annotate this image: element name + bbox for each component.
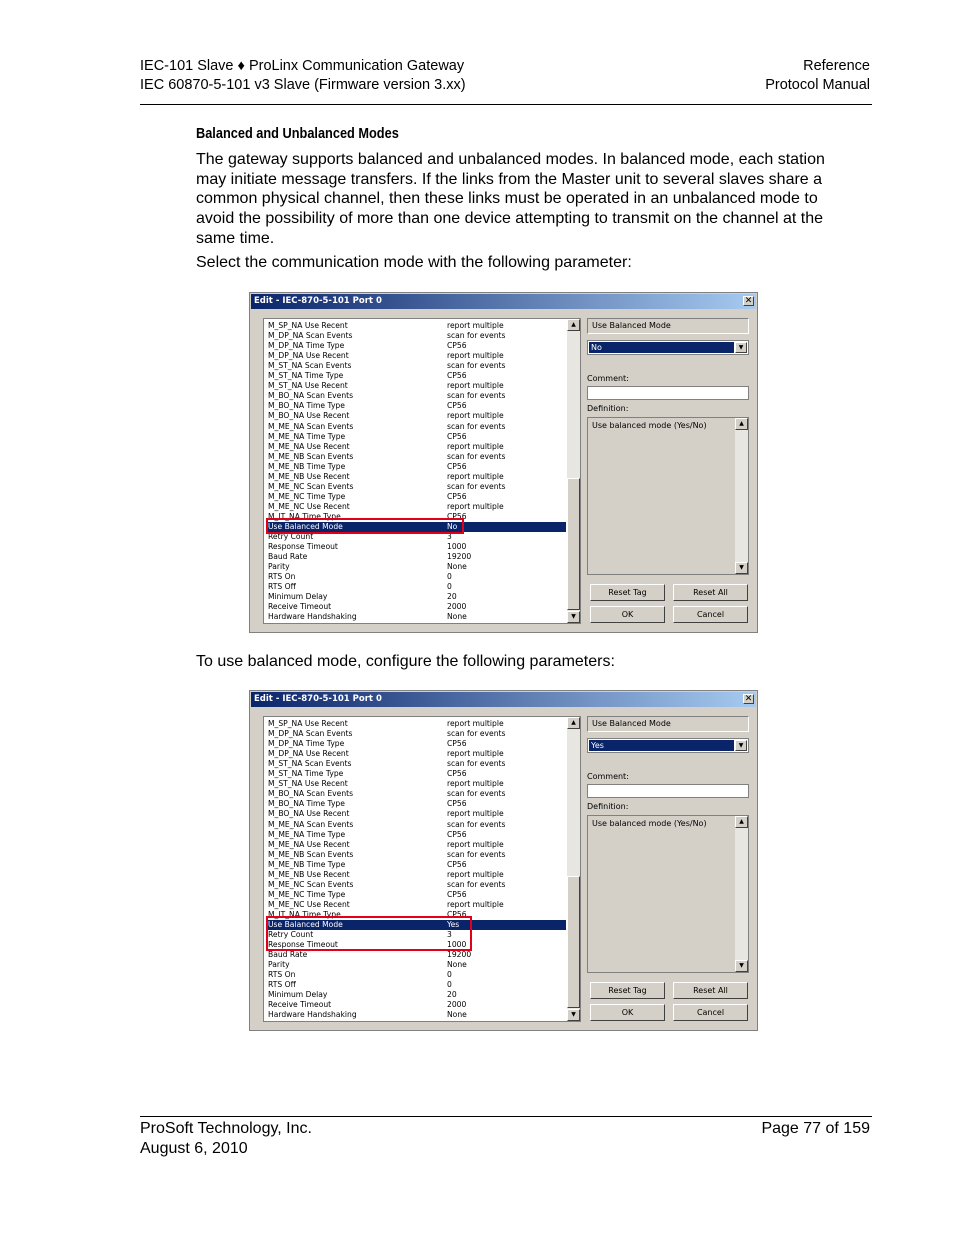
dialog-title-bar (251, 692, 756, 707)
table-row[interactable] (266, 799, 566, 809)
parameter-name: M_IT_NA Time Type (268, 909, 341, 919)
table-row[interactable] (266, 462, 566, 472)
parameter-name: M_BO_NA Scan Events (268, 391, 354, 401)
table-row[interactable] (266, 1000, 566, 1010)
table-row[interactable] (266, 422, 566, 432)
parameter-value: report multiple (447, 839, 504, 849)
table-row[interactable] (266, 602, 566, 612)
scroll-down-icon[interactable]: ▼ (567, 611, 580, 623)
table-row[interactable] (266, 341, 566, 351)
table-row[interactable] (266, 820, 566, 830)
parameter-name: Minimum Delay (268, 592, 328, 602)
parameter-value: report multiple (447, 471, 504, 481)
parameter-value: None (447, 960, 467, 970)
parameter-value: CP56 (447, 491, 467, 501)
list-scrollbar[interactable] (567, 319, 580, 623)
table-row[interactable] (266, 729, 566, 739)
table-row[interactable] (266, 452, 566, 462)
table-row[interactable] (266, 990, 566, 1000)
scroll-down-icon[interactable]: ▼ (735, 960, 748, 972)
parameter-name: M_ME_NC Scan Events (268, 879, 354, 889)
table-row[interactable] (266, 562, 566, 572)
table-row[interactable] (266, 351, 566, 361)
parameter-name: Baud Rate (268, 950, 308, 960)
parameter-value: scan for events (447, 879, 506, 889)
parameter-value: CP56 (447, 371, 467, 381)
parameter-name: Use Balanced Mode (268, 920, 343, 929)
parameter-name: Receive Timeout (268, 1000, 332, 1010)
parameter-name: M_DP_NA Scan Events (268, 729, 353, 739)
parameter-name: RTS Off (268, 980, 296, 990)
parameter-name: M_ME_NA Time Type (268, 431, 346, 441)
comment-label: Comment: (587, 772, 629, 781)
table-row[interactable] (266, 411, 566, 421)
parameter-name: Minimum Delay (268, 990, 328, 1000)
parameter-value: 0 (447, 970, 452, 980)
parameter-name: Parity (268, 960, 290, 970)
dropdown-selected-value: No (589, 342, 734, 353)
table-row[interactable] (266, 890, 566, 900)
header-divider (140, 104, 872, 105)
running-header-left (140, 57, 466, 95)
parameter-name: M_ME_NB Time Type (268, 859, 346, 869)
parameter-name: Use Balanced Mode (268, 522, 343, 531)
parameter-name: M_BO_NA Time Type (268, 799, 345, 809)
definition-label: Definition: (587, 404, 629, 413)
header-reference: Reference (803, 58, 870, 74)
table-row[interactable] (266, 779, 566, 789)
table-row[interactable] (266, 980, 566, 990)
parameter-name: M_ST_NA Time Type (268, 371, 344, 381)
parameter-name: M_BO_NA Use Recent (268, 411, 350, 421)
table-row[interactable] (266, 880, 566, 890)
table-row[interactable] (266, 482, 566, 492)
parameter-name: M_ME_NB Use Recent (268, 471, 350, 481)
parameter-name: M_IT_NA Time Type (268, 511, 341, 521)
scroll-down-icon[interactable]: ▼ (567, 1009, 580, 1021)
table-row[interactable] (266, 769, 566, 779)
parameter-value: scan for events (447, 481, 506, 491)
edit-dialog-unbalanced (249, 292, 758, 633)
table-row[interactable] (266, 840, 566, 850)
header-protocol-line: IEC 60870-5-101 v3 Slave (Firmware version 3.xx) (140, 77, 466, 93)
table-row[interactable] (266, 749, 566, 759)
parameter-value: scan for events (447, 729, 506, 739)
table-row[interactable] (266, 870, 566, 880)
parameter-value: scan for events (447, 759, 506, 769)
scroll-down-icon[interactable]: ▼ (735, 562, 748, 574)
parameter-value: 20 (447, 592, 457, 602)
parameter-name: M_ME_NC Scan Events (268, 481, 354, 491)
footer-company: ProSoft Technology, Inc. (140, 1120, 312, 1137)
edit-dialog-balanced (249, 690, 758, 1031)
parameter-value: 3 (447, 930, 452, 940)
parameter-value: CP56 (447, 511, 467, 521)
parameter-name: Hardware Handshaking (268, 612, 357, 622)
table-row[interactable] (266, 809, 566, 819)
table-row[interactable] (266, 719, 566, 729)
table-row[interactable] (266, 739, 566, 749)
parameter-value: 0 (447, 572, 452, 582)
table-row[interactable] (266, 472, 566, 482)
parameter-value: CP56 (447, 909, 467, 919)
parameter-name: M_ST_NA Scan Events (268, 361, 352, 371)
definition-scrollbar[interactable] (735, 418, 748, 574)
definition-label: Definition: (587, 802, 629, 811)
parameter-value: 19200 (447, 552, 472, 562)
ok-button[interactable]: OK (590, 1004, 665, 1021)
value-dropdown[interactable] (587, 340, 749, 355)
parameter-name: M_ME_NA Use Recent (268, 441, 350, 451)
parameter-name: Response Timeout (268, 940, 338, 950)
comment-input[interactable] (587, 386, 749, 400)
table-row[interactable] (266, 361, 566, 371)
parameter-name: M_ST_NA Use Recent (268, 779, 348, 789)
chevron-down-icon[interactable]: ▼ (735, 342, 747, 353)
parameter-value: scan for events (447, 391, 506, 401)
parameter-value: Yes (447, 920, 460, 929)
chevron-down-icon[interactable]: ▼ (735, 740, 747, 751)
scroll-thumb[interactable] (567, 876, 580, 1008)
parameter-name: M_ST_NA Time Type (268, 769, 344, 779)
table-row[interactable] (266, 830, 566, 840)
definition-box (587, 815, 749, 973)
parameter-value: scan for events (447, 849, 506, 859)
parameter-name: M_SP_NA Use Recent (268, 719, 348, 728)
parameter-list[interactable] (263, 318, 581, 624)
parameter-name: M_DP_NA Use Recent (268, 749, 349, 759)
parameter-value: No (447, 522, 458, 531)
dialog-title: Edit - IEC-870-5-101 Port 0 (254, 694, 382, 704)
list-scrollbar[interactable] (567, 717, 580, 1021)
parameter-value: CP56 (447, 829, 467, 839)
parameter-value: report multiple (447, 779, 504, 789)
parameter-value: CP56 (447, 461, 467, 471)
ok-button[interactable]: OK (590, 606, 665, 623)
parameter-value: None (447, 612, 467, 622)
table-row[interactable] (266, 321, 566, 331)
scroll-thumb[interactable] (567, 478, 580, 610)
parameter-value: 3 (447, 532, 452, 542)
parameter-value: 2000 (447, 1000, 467, 1010)
parameter-value: CP56 (447, 889, 467, 899)
selected-parameter-name: Use Balanced Mode (587, 318, 749, 334)
definition-text: Use balanced mode (Yes/No) (592, 421, 707, 430)
table-row[interactable] (266, 860, 566, 870)
parameter-name: M_ME_NB Time Type (268, 461, 346, 471)
header-product-line: IEC-101 Slave ♦ ProLinx Communication Gateway (140, 58, 465, 74)
parameter-list[interactable] (263, 716, 581, 1022)
scroll-up-icon[interactable]: ▲ (567, 319, 580, 331)
table-row[interactable] (266, 401, 566, 411)
parameter-value: 0 (447, 582, 452, 592)
parameter-name: M_DP_NA Time Type (268, 341, 345, 351)
reset-all-button[interactable]: Reset All (673, 584, 748, 601)
table-row[interactable] (266, 789, 566, 799)
parameter-name: M_ME_NA Scan Events (268, 421, 354, 431)
parameter-name: M_ME_NC Time Type (268, 889, 346, 899)
dropdown-selected-value: Yes (589, 740, 734, 751)
parameter-value: scan for events (447, 421, 506, 431)
dialog-title: Edit - IEC-870-5-101 Port 0 (254, 296, 382, 306)
highlight-box (266, 518, 464, 534)
value-dropdown[interactable] (587, 738, 749, 753)
parameter-name: M_DP_NA Time Type (268, 739, 345, 749)
parameter-value: report multiple (447, 809, 504, 819)
table-row[interactable] (266, 970, 566, 980)
parameter-name: M_ME_NC Use Recent (268, 501, 350, 511)
scroll-up-icon[interactable]: ▲ (735, 418, 748, 430)
close-icon[interactable]: ✕ (744, 694, 753, 704)
parameter-value: report multiple (447, 321, 504, 330)
parameter-name: RTS On (268, 572, 296, 582)
cancel-button[interactable]: Cancel (673, 606, 748, 623)
table-row[interactable] (266, 612, 566, 622)
parameter-value: CP56 (447, 859, 467, 869)
parameter-name: M_BO_NA Scan Events (268, 789, 354, 799)
table-row[interactable] (266, 552, 566, 562)
table-row[interactable] (266, 331, 566, 341)
parameter-name: M_DP_NA Use Recent (268, 351, 349, 361)
balanced-config-paragraph: To use balanced mode, configure the following parameters: (196, 653, 615, 670)
parameter-name: M_SP_NA Use Recent (268, 321, 348, 330)
header-manual: Protocol Manual (765, 77, 870, 93)
parameter-value: scan for events (447, 451, 506, 461)
scroll-up-icon[interactable]: ▲ (567, 717, 580, 729)
parameter-value: scan for events (447, 789, 506, 799)
parameter-value: report multiple (447, 869, 504, 879)
definition-text: Use balanced mode (Yes/No) (592, 819, 707, 828)
table-row[interactable] (266, 371, 566, 381)
table-row[interactable] (266, 759, 566, 769)
parameter-name: Parity (268, 562, 290, 572)
parameter-value: report multiple (447, 719, 504, 728)
highlight-box (266, 916, 472, 951)
parameter-name: M_ME_NA Scan Events (268, 819, 354, 829)
parameter-name: M_DP_NA Scan Events (268, 331, 353, 341)
parameter-value: CP56 (447, 341, 467, 351)
selected-parameter-name: Use Balanced Mode (587, 716, 749, 732)
parameter-name: M_ME_NB Scan Events (268, 849, 354, 859)
parameter-value: None (447, 562, 467, 572)
parameter-name: M_ME_NA Time Type (268, 829, 346, 839)
table-row[interactable] (266, 960, 566, 970)
footer-date: August 6, 2010 (140, 1139, 248, 1157)
parameter-name: M_ME_NC Use Recent (268, 899, 350, 909)
definition-box (587, 417, 749, 575)
table-row[interactable] (266, 582, 566, 592)
parameter-name: M_ST_NA Use Recent (268, 381, 348, 391)
section-title: Balanced and Unbalanced Modes (196, 126, 399, 142)
parameter-value: CP56 (447, 739, 467, 749)
parameter-value: scan for events (447, 331, 506, 341)
comment-label: Comment: (587, 374, 629, 383)
footer-divider (140, 1116, 872, 1117)
parameter-value: CP56 (447, 769, 467, 779)
close-icon[interactable]: ✕ (744, 296, 753, 306)
table-row[interactable] (266, 900, 566, 910)
parameter-value: CP56 (447, 401, 467, 411)
reset-tag-button[interactable]: Reset Tag (590, 584, 665, 601)
parameter-value: 2000 (447, 602, 467, 612)
parameter-value: 0 (447, 980, 452, 990)
table-row[interactable] (266, 442, 566, 452)
parameter-name: Hardware Handshaking (268, 1010, 357, 1020)
parameter-value: report multiple (447, 899, 504, 909)
table-row[interactable] (266, 592, 566, 602)
parameter-value: scan for events (447, 819, 506, 829)
parameter-name: Baud Rate (268, 552, 308, 562)
table-row[interactable] (266, 542, 566, 552)
parameter-name: M_ST_NA Scan Events (268, 759, 352, 769)
reset-all-button[interactable]: Reset All (673, 982, 748, 999)
dialog-title-bar (251, 294, 756, 309)
parameter-value: report multiple (447, 381, 504, 391)
parameter-value: scan for events (447, 361, 506, 371)
parameter-value: CP56 (447, 431, 467, 441)
scroll-up-icon[interactable]: ▲ (735, 816, 748, 828)
parameter-name: M_BO_NA Time Type (268, 401, 345, 411)
parameter-name: Retry Count (268, 930, 314, 940)
parameter-value: report multiple (447, 351, 504, 361)
parameter-value: report multiple (447, 749, 504, 759)
running-header-right (765, 57, 870, 95)
parameter-value: None (447, 1010, 467, 1020)
parameter-value: 1000 (447, 542, 467, 552)
table-row[interactable] (266, 502, 566, 512)
parameter-name: RTS On (268, 970, 296, 980)
select-mode-paragraph: Select the communication mode with the following parameter: (196, 254, 632, 271)
parameter-value: report multiple (447, 411, 504, 421)
comment-input[interactable] (587, 784, 749, 798)
definition-scrollbar[interactable] (735, 816, 748, 972)
parameter-value: CP56 (447, 799, 467, 809)
table-row[interactable] (266, 492, 566, 502)
parameter-name: M_ME_NB Use Recent (268, 869, 350, 879)
table-row[interactable] (266, 572, 566, 582)
footer-page-number: Page 77 of 159 (761, 1120, 870, 1137)
parameter-name: M_ME_NB Scan Events (268, 451, 354, 461)
table-row[interactable] (266, 950, 566, 960)
parameter-value: 20 (447, 990, 457, 1000)
table-row[interactable] (266, 432, 566, 442)
parameter-name: M_ME_NC Time Type (268, 491, 346, 501)
parameter-name: Retry Count (268, 532, 314, 542)
parameter-value: 1000 (447, 940, 467, 950)
parameter-name: M_ME_NA Use Recent (268, 839, 350, 849)
parameter-name: Receive Timeout (268, 602, 332, 612)
parameter-value: 19200 (447, 950, 472, 960)
cancel-button[interactable]: Cancel (673, 1004, 748, 1021)
parameter-name: Response Timeout (268, 542, 338, 552)
table-row[interactable] (266, 850, 566, 860)
footer-left (140, 1119, 312, 1158)
parameter-value: report multiple (447, 441, 504, 451)
parameter-name: M_BO_NA Use Recent (268, 809, 350, 819)
parameter-name: RTS Off (268, 582, 296, 592)
parameter-value: report multiple (447, 501, 504, 511)
reset-tag-button[interactable]: Reset Tag (590, 982, 665, 999)
table-row[interactable] (266, 391, 566, 401)
table-row[interactable] (266, 1010, 566, 1020)
table-row[interactable] (266, 381, 566, 391)
intro-paragraph: The gateway supports balanced and unbalanced modes. In balanced mode, each station may initiate message transfers. If the links from the Master unit to several slaves share a common physical channel, then these links must be operated in an unbalanced mode to avoid the possibility of more than one device attempting to transmit on the channel at the same time. (196, 151, 825, 247)
